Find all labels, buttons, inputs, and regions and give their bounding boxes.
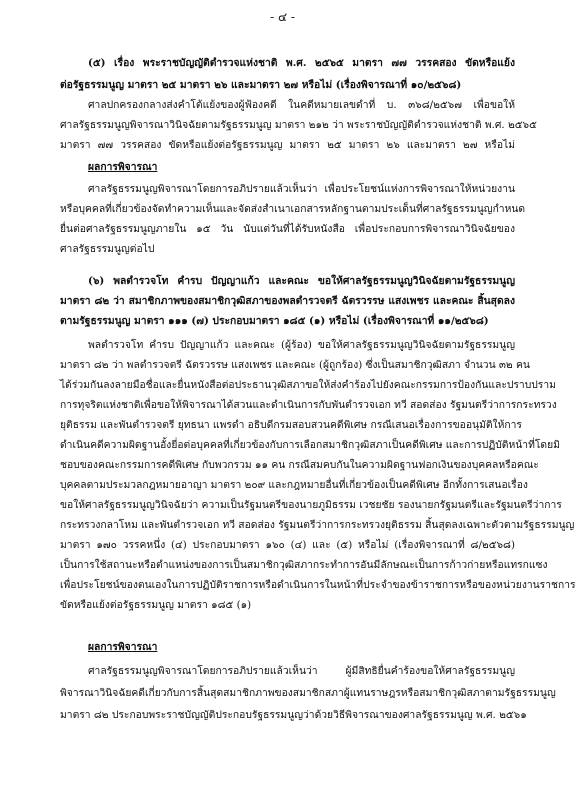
section6-result-heading: ผลการพิจารณา (88, 641, 158, 653)
section6-body-line-14: ขัดหรือแย้งต่อรัฐธรรมนูญ มาตรา ๑๘๕ (๑) (60, 599, 252, 611)
section6-body-line-1: พลตำรวจโท คำรบ ปัญญาแก้ว และคณะ (ผู้ร้อง) ขอให้ศาลรัฐธรรมนูญวินิจฉัยตามรัฐธรรมนูญ (88, 339, 515, 351)
section6-body-line-3: ได้ร่วมกันลงลายมือชื่อและยื่นหนังสือต่อประธานวุฒิสภาขอให้ส่งคำร้องไปยังคณะกรรมการป้องกันและปราบปราม (60, 379, 556, 391)
section5-result-line-3: ยื่นต่อศาลรัฐธรรมนูญภายใน ๑๕ วัน นับแต่วันที่ได้รับหนังสือ เพื่อประกอบการพิจารณาวินิจฉัยของ (60, 223, 515, 235)
section5-result-line-4: ศาลรัฐธรรมนูญต่อไป (60, 243, 155, 255)
section5-result-heading: ผลการพิจารณา (88, 161, 158, 173)
section5-result-line-2: หรือบุคคลที่เกี่ยวข้องจัดทำความเห็นและจัดส่งสำเนาเอกสารหลักฐานตามประเด็นที่ศาลรัฐธรรมนูญกำหนด (60, 203, 526, 215)
section5-body-line-1: ศาลปกครองกลางส่งคำโต้แย้งของผู้ฟ้องคดี ในคดีหมายเลขดำที่ บ. ๓๖๘/๒๕๖๗ เพื่อขอให้ (88, 99, 515, 111)
section5-heading-line-2: ต่อรัฐธรรมนูญ มาตรา ๒๕ มาตรา ๒๖ และมาตรา ๒๗ หรือไม่ (เรื่องพิจารณาที่ ๑๐/๒๕๖๘) (60, 79, 462, 91)
section6-body-line-4: การทุจริตแห่งชาติเพื่อขอให้พิจารณาได้สวนและดำเนินการกับพันตำรวจเอก ทวี สอดส่อง รัฐมนตรีว่าการกระทรวง (60, 399, 557, 411)
section6-body-line-8: บุคคลตามประมวลกฎหมายอาญา มาตรา ๒๐๙ และกฎหมายอื่นที่เกี่ยวข้องเป็นคดีพิเศษ อีกทั้งการเสนอเรื่อง (60, 479, 528, 491)
section6-result-line-1: ศาลรัฐธรรมนูญพิจารณาโดยการอภิปรายแล้วเห็นว่า ผู้มีสิทธิยื่นคำร้องขอให้ศาลรัฐธรรมนูญ (88, 665, 515, 677)
section6-body-line-13: เพื่อประโยชน์ของตนเองในการปฏิบัติราชการหรือดำเนินการในหน้าที่ประจำของข้าราชการหรือของหน่วยงานราชการ (60, 579, 576, 591)
section6-body-line-12: เป็นการใช้สถานะหรือตำแหน่งของการเป็นสมาชิกวุฒิสภากระทำการอันมีลักษณะเป็นการก้าวก่ายหรือแทรกแซง (60, 559, 548, 571)
section6-heading-line-1: (๖) พลตำรวจโท คำรบ ปัญญาแก้ว และคณะ ขอให้ศาลรัฐธรรมนูญวินิจฉัยตามรัฐธรรมนูญ (88, 275, 515, 287)
section6-body-line-6: ดำเนินคดีความผิดฐานอั้งยี่อต่อบุคคลที่เกี่ยวข้องกับการเลือกสมาชิกวุฒิสภาเป็นคดีพิเศษ และการปฏิบัติหน้าที่โดยมิ (60, 439, 560, 451)
section6-body-line-7: ชอบของคณะกรรมการคดีพิเศษ กับพวกรวม ๑๑ คน กรณีสมคบกันในความผิดฐานฟอกเงินของบุคคลหรือคณะ (60, 459, 539, 471)
section5-result-line-1: ศาลรัฐธรรมนูญพิจารณาโดยการอภิปรายแล้วเห็นว่า เพื่อประโยชน์แห่งการพิจารณาให้หน่วยงาน (88, 183, 515, 195)
section6-body-line-9: ขอให้ศาลรัฐธรรมนูญวินิจฉัยว่า ความเป็นรัฐมนตรีของนายภูมิธรรม เวชยชัย รองนายกรัฐมนตรีและรัฐมนตรีว่าการ (60, 499, 562, 511)
section6-body-line-2: มาตรา ๘๒ ว่า พลตำรวจตรี ฉัตรวรรษ แสงเพชร และคณะ (ผู้ถูกร้อง) ซึ่งเป็นสมาชิกวุฒิสภา จำนวน ๓๒ คน (60, 359, 530, 371)
section6-body-line-5: ยุติธรรม และพันตำรวจตรี ยุทธนา แพรดำ อธิบดีกรมสอบสวนคดีพิเศษ กรณีเสนอเรื่องการขออนุมัติให้การ (60, 419, 522, 431)
section5-body-line-2: ศาลรัฐธรรมนูญพิจารณาวินิจฉัยตามรัฐธรรมนูญ มาตรา ๒๑๒ ว่า พระราชบัญญัติตำรวจแห่งชาติ พ.ศ. ๒๕๖๕ (60, 119, 537, 131)
section6-result-line-3: มาตรา ๘๒ ประกอบพระราชบัญญัติประกอบรัฐธรรมนูญว่าด้วยวิธีพิจารณาของศาลรัฐธรรมนูญ พ.ศ. ๒๕๖๑ (60, 709, 527, 721)
section6-result-line-2: พิจารณาวินิจฉัยคดีเกี่ยวกับการสิ้นสุดสมาชิกภาพของสมาชิกสภาผู้แทนราษฎรหรือสมาชิกวุฒิสภาตามรัฐธรรมนูญ (60, 687, 556, 699)
section5-heading-line-1: (๕) เรื่อง พระราชบัญญัติตำรวจแห่งชาติ พ.ศ. ๒๕๖๕ มาตรา ๗๗ วรรคสอง ขัดหรือแย้ง (88, 57, 515, 69)
page-number: - ๔ - (270, 10, 295, 24)
section6-heading-line-3: ตามรัฐธรรมนูญ มาตรา ๑๑๑ (๗) ประกอบมาตรา ๑๘๕ (๑) หรือไม่ (เรื่องพิจารณาที่ ๑๑/๒๕๖๘) (60, 315, 489, 327)
section5-body-line-3: มาตรา ๗๗ วรรคสอง ขัดหรือแย้งต่อรัฐธรรมนูญ มาตรา ๒๕ มาตรา ๒๖ และมาตรา ๒๗ หรือไม่ (60, 139, 515, 151)
section6-body-line-10: กระทรวงกลาโหม และพันตำรวจเอก ทวี สอดส่อง รัฐมนตรีว่าการกระทรวงยุติธรรม สิ้นสุดลงเฉพาะตัวตามรัฐธรรมนูญ (60, 519, 575, 531)
section6-body-line-11: มาตรา ๑๗๐ วรรคหนึ่ง (๔) ประกอบมาตรา ๑๖๐ (๔) และ (๕) หรือไม่ (เรื่องพิจารณาที่ ๘/๒๕๖๘) (60, 539, 515, 551)
section6-heading-line-2: มาตรา ๘๒ ว่า สมาชิกภาพของสมาชิกวุฒิสภาของพลตำรวจตรี ฉัตรวรรษ แสงเพชร และคณะ สิ้นสุดลง (60, 295, 515, 307)
